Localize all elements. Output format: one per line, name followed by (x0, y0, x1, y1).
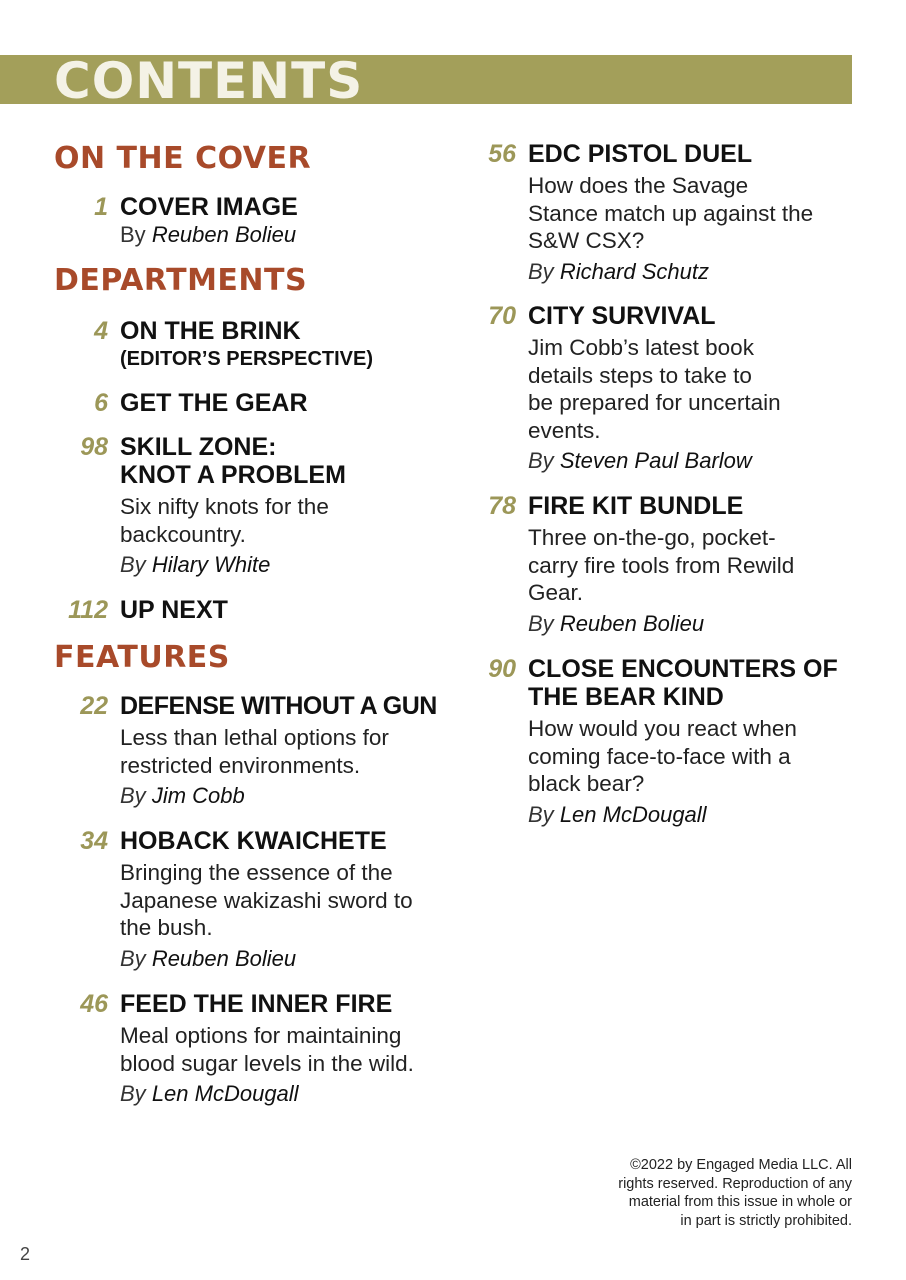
entry-subtitle: (EDITOR’S PERSPECTIVE) (120, 348, 374, 370)
page-num: 1 (94, 193, 108, 221)
entry-title: EDC PISTOL DUEL (528, 140, 753, 168)
entry-title: CITY SURVIVAL (528, 302, 716, 330)
page-title: CONTENTS (54, 52, 364, 110)
page-num: 90 (488, 655, 516, 683)
section-departments: DEPARTMENTS (54, 263, 308, 298)
entry-description: Three on-the-go, pocket- carry fire tools from Rewild Gear. (528, 525, 795, 605)
entry-description: Six nifty knots for the backcountry. (120, 494, 329, 547)
page-num: 112 (68, 596, 108, 624)
page-num: 98 (80, 433, 108, 461)
author: Reuben Bolieu (559, 610, 705, 636)
byline: By Reuben Bolieu (120, 945, 297, 971)
entry-description: Less than lethal options for restricted environments. (120, 725, 389, 778)
section-features: FEATURES (54, 640, 230, 675)
entry-description: Meal options for maintaining blood sugar levels in the wild. (120, 1023, 414, 1076)
entry-description: Jim Cobb’s latest book details steps to take to be prepared for uncertain events. (528, 335, 781, 443)
page-num: 22 (80, 692, 108, 720)
entry-title: COVER IMAGE (120, 193, 298, 221)
byline: By Len McDougall (120, 1081, 299, 1106)
entry-title: FIRE KIT BUNDLE (528, 492, 744, 520)
author: Reuben Bolieu (151, 222, 297, 247)
byline: By Reuben Bolieu (528, 610, 705, 636)
byline: By Reuben Bolieu (120, 222, 297, 247)
copyright-notice: ©2022 by Engaged Media LLC. All rights reserved. Reproduction of any material from this issue in whole or in part is strictly prohibited. (618, 1157, 852, 1229)
page-num: 70 (488, 302, 516, 330)
author: Jim Cobb (151, 783, 245, 808)
page-num: 56 (488, 140, 516, 168)
entry-title: FEED THE INNER FIRE (120, 990, 393, 1018)
byline: By Jim Cobb (120, 783, 245, 808)
page-num: 78 (488, 492, 516, 520)
entry-title: GET THE GEAR (120, 389, 308, 417)
entry-title: THE BEAR KIND (528, 683, 724, 711)
byline: By Richard Schutz (528, 258, 709, 284)
author: Len McDougall (559, 801, 707, 827)
author: Richard Schutz (559, 258, 709, 284)
entry-description: How does the Savage Stance match up against the S&W CSX? (528, 173, 814, 253)
page-num: 4 (94, 317, 108, 345)
byline: By Hilary White (120, 552, 271, 577)
entry-title: UP NEXT (120, 596, 228, 624)
entry-title: ON THE BRINK (120, 317, 301, 345)
byline: By Steven Paul Barlow (528, 448, 752, 473)
byline: By Len McDougall (528, 801, 707, 827)
entry-title: HOBACK KWAICHETE (120, 827, 387, 855)
entry-title: SKILL ZONE: (120, 433, 277, 461)
author: Reuben Bolieu (151, 945, 297, 971)
entry-title: CLOSE ENCOUNTERS OF (528, 655, 838, 683)
author: Steven Paul Barlow (559, 448, 752, 473)
page-num: 46 (80, 990, 108, 1018)
section-on-the-cover: ON THE COVER (54, 141, 312, 176)
page-num: 6 (94, 389, 108, 417)
author: Len McDougall (151, 1081, 299, 1106)
author: Hilary White (151, 552, 271, 577)
entry-title: KNOT A PROBLEM (120, 461, 346, 489)
page-number: 2 (20, 1244, 31, 1264)
page-num: 34 (80, 827, 108, 855)
entry-title: DEFENSE WITHOUT A GUN (120, 692, 437, 720)
entry-description: How would you react when coming face-to-face with a black bear? (528, 716, 797, 796)
entry-description: Bringing the essence of the Japanese wakizashi sword to the bush. (120, 860, 413, 940)
